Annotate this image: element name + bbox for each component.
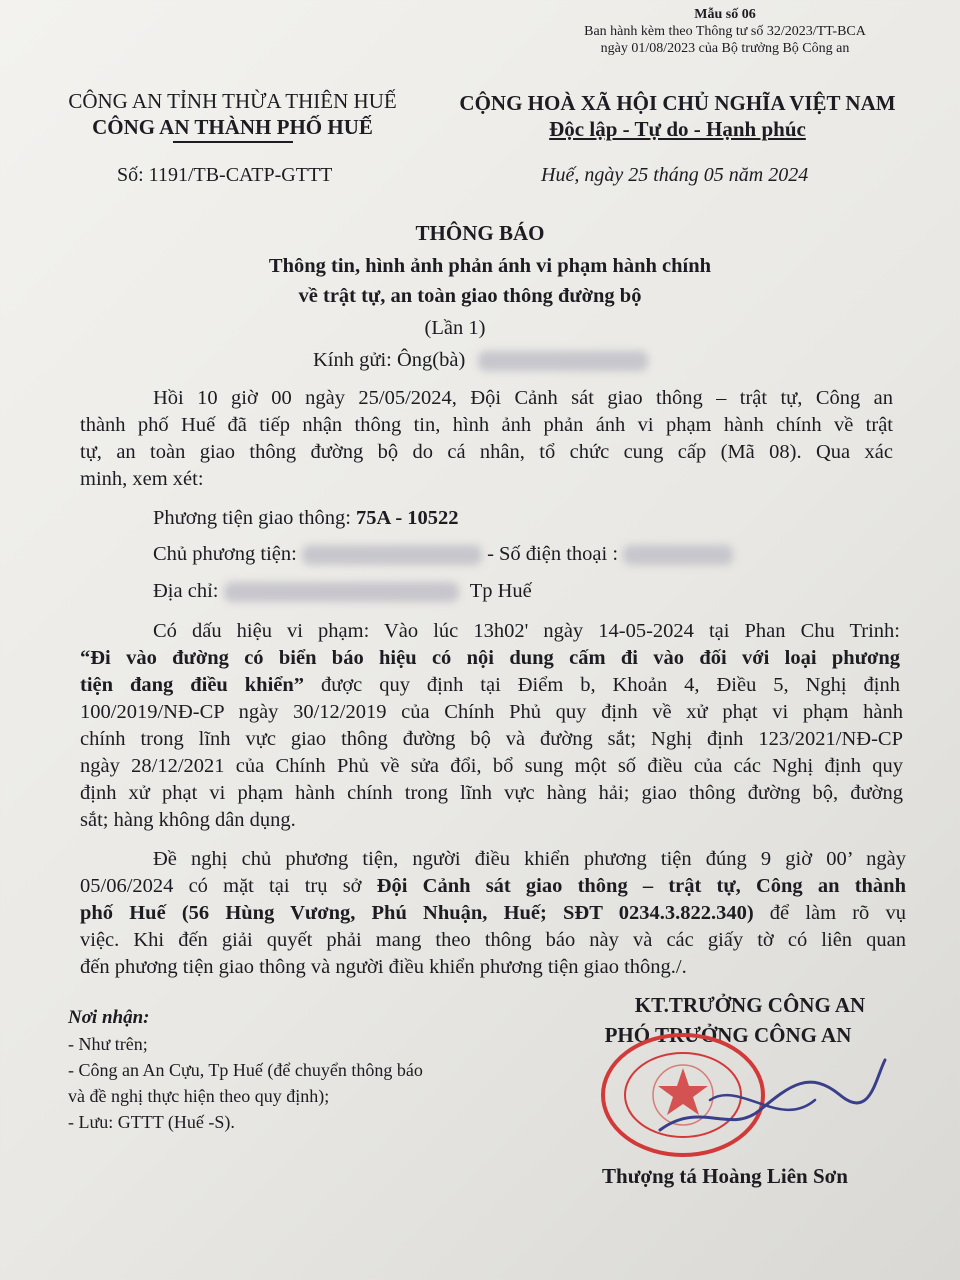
national-motto: Độc lập - Tự do - Hạnh phúc: [549, 117, 806, 141]
form-number: Mẫu số 06: [694, 7, 756, 22]
address-line: [153, 578, 532, 605]
request-purpose: để làm rõ vụ: [753, 902, 906, 924]
notice-subtitle-1: Thông tin, hình ảnh phản ánh vi phạm hành chính: [268, 255, 712, 277]
recipient-label: Kính gửi: Ông(bà): [313, 349, 466, 371]
address-city: Tp Huế: [469, 580, 532, 602]
request-line-1: Đề nghị chủ phương tiện, người điều khiển phương tiện đúng 9 giờ 00’ ngày: [153, 848, 906, 870]
intro-line-4: minh, xem xét:: [80, 468, 204, 490]
vehicle-plate: 75A - 10522: [356, 507, 459, 529]
recipient-item: - Lưu: GTTT (Huế -S).: [68, 1112, 235, 1132]
violation-line-8: sắt; hàng không dân dụng.: [80, 809, 296, 831]
national-title: CỘNG HOÀ XÃ HỘI CHỦ NGHĨA VIỆT NAM: [459, 91, 896, 115]
violation-ref: được quy định tại Điểm b, Khoản 4, Điều 5, Nghị định: [304, 674, 900, 696]
handwritten-signature: [640, 1040, 890, 1150]
violation-line-4: 100/2019/NĐ-CP ngày 30/12/2019 của Chính Phủ quy định về xử phạt vi phạm hành: [80, 701, 903, 723]
owner-label: Chủ phương tiện:: [153, 543, 302, 565]
signature-title-2: PHÓ TRƯỞNG CÔNG AN: [604, 1023, 852, 1047]
request-date: 05/06/2024 có mặt tại trụ sở: [80, 875, 377, 897]
document-number: Số: 1191/TB-CATP-GTTT: [117, 164, 333, 186]
recipient-item: và đề nghị thực hiện theo quy định);: [68, 1086, 330, 1106]
request-line-5: đến phương tiện giao thông và người điều khiển phương tiện giao thông./.: [80, 956, 687, 978]
redacted-address: [224, 582, 459, 602]
vehicle-line: [153, 505, 459, 532]
vehicle-label: Phương tiện giao thông:: [153, 507, 357, 529]
notice-title: THÔNG BÁO: [415, 221, 545, 245]
violation-line-3: [80, 672, 900, 699]
redacted-owner-name: [302, 545, 482, 565]
notice-round: (Lần 1): [424, 317, 486, 339]
issuer-province: CÔNG AN TỈNH THỪA THIÊN HUẾ: [68, 89, 397, 113]
form-line-2: ngày 01/08/2023 của Bộ trưởng Bộ Công an: [600, 41, 850, 56]
intro-line-1: Hồi 10 giờ 00 ngày 25/05/2024, Đội Cảnh sát giao thông – trật tự, Công an: [153, 387, 893, 409]
issuer-unit: CÔNG AN THÀNH PHỐ HUẾ: [92, 115, 373, 139]
violation-act: tiện đang điều khiển”: [80, 674, 305, 696]
recipients-title: Nơi nhận:: [68, 1007, 150, 1028]
violation-line-6: ngày 28/12/2021 của Chính Phủ về sửa đổi, bổ sung một số điều của các Nghị định quy: [80, 755, 903, 777]
intro-line-3: tự, an toàn giao thông đường bộ do cá nhân, tổ chức cung cấp (Mã 08). Qua xác: [80, 441, 893, 463]
owner-phone-label: - Số điện thoại :: [487, 543, 624, 565]
form-line-1: Ban hành kèm theo Thông tư số 32/2023/TT-BCA: [584, 24, 866, 39]
request-line-2: [80, 873, 906, 900]
signer-name: Thượng tá Hoàng Liên Sơn: [602, 1164, 848, 1188]
recipient-line: [313, 347, 648, 374]
request-address: phố Huế (56 Hùng Vương, Phú Nhuận, Huế; SĐT 0234.3.822.340): [80, 902, 754, 924]
address-label: Địa chỉ:: [153, 580, 224, 602]
violation-line-5: chính trong lĩnh vực giao thông đường bộ và đường sắt; Nghị định 123/2021/NĐ-CP: [80, 728, 903, 750]
violation-line-1: Có dấu hiệu vi phạm: Vào lúc 13h02' ngày 14-05-2024 tại Phan Chu Trinh:: [153, 620, 900, 642]
issuer-header: [45, 88, 420, 143]
recipients-block: [68, 1005, 423, 1135]
violation-line-2: “Đi vào đường có biển báo hiệu có nội dung cấm đi vào đối với loại phương: [80, 647, 900, 669]
national-header: [440, 90, 915, 142]
document-date: Huế, ngày 25 tháng 05 năm 2024: [541, 164, 809, 186]
signature-title-1: KT.TRƯỞNG CÔNG AN: [634, 993, 866, 1017]
redacted-phone: [623, 545, 733, 565]
redacted-recipient-name: [478, 351, 648, 371]
recipient-item: - Như trên;: [68, 1034, 148, 1054]
request-line-4: việc. Khi đến giải quyết phải mang theo thông báo này và các giấy tờ có liên quan: [80, 929, 906, 951]
request-line-3: [80, 900, 906, 927]
form-reference: [560, 6, 890, 57]
owner-line: [153, 541, 733, 568]
recipient-item: - Công an An Cựu, Tp Huế (để chuyển thông báo: [68, 1060, 423, 1080]
notice-subtitle-2: về trật tự, an toàn giao thông đường bộ: [298, 285, 642, 307]
intro-line-2: thành phố Huế đã tiếp nhận thông tin, hình ảnh phản ánh vi phạm hành chính về trật: [80, 414, 893, 436]
request-office: Đội Cảnh sát giao thông – trật tự, Công an thành: [376, 875, 906, 897]
issuer-underline: [173, 141, 293, 143]
violation-line-7: định xử phạt vi phạm hành chính trong lĩnh vực hàng hải; giao thông đường bộ, đường: [80, 782, 903, 804]
